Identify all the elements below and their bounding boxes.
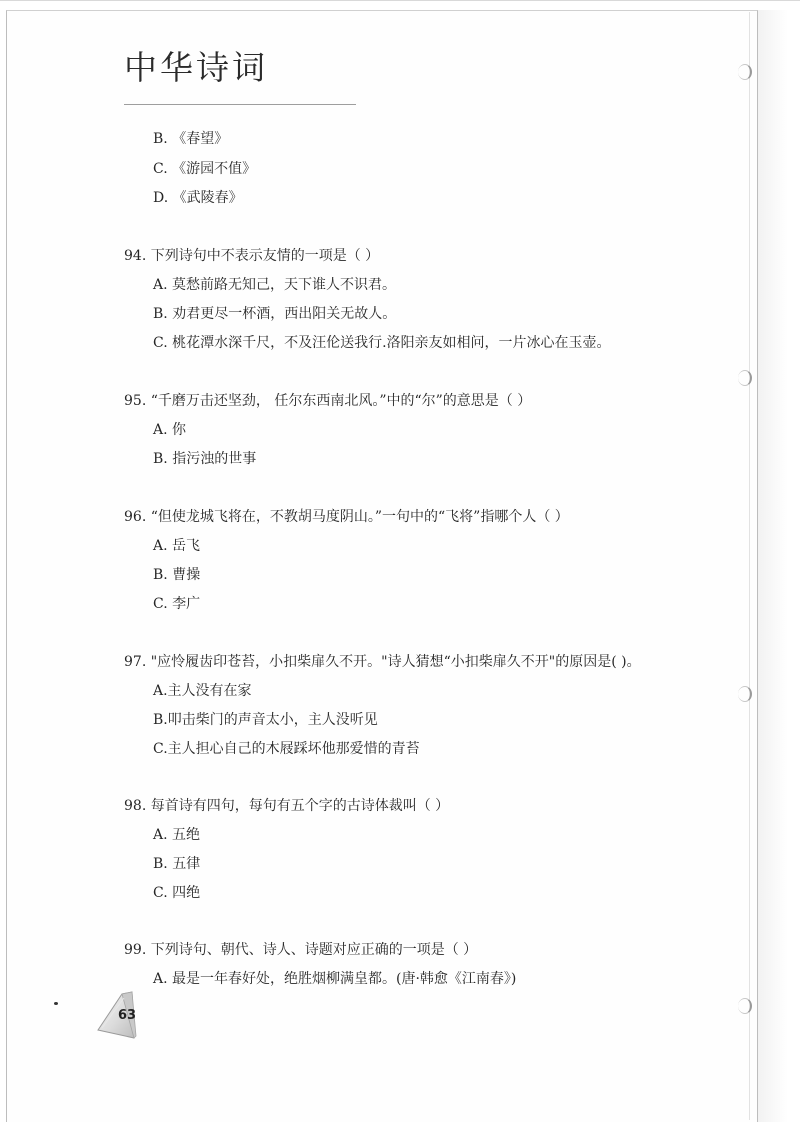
page-edge-shadow bbox=[758, 10, 788, 1122]
q94-option-b: B. 劝君更尽一杯酒，西出阳关无故人。 bbox=[153, 306, 397, 322]
binder-ring-hole bbox=[738, 686, 752, 702]
q94-option-a: A. 莫愁前路无知己，天下谁人不识君。 bbox=[153, 277, 397, 293]
question-98: 98. 每首诗有四句，每句有五个字的古诗体裁叫（ ） bbox=[124, 798, 450, 814]
q97-option-a: A.主人没有在家 bbox=[153, 683, 252, 699]
q95-option-a: A. 你 bbox=[153, 422, 187, 438]
binder-ring-hole bbox=[738, 370, 752, 386]
header-divider bbox=[124, 104, 356, 105]
option-d-wulingchun: D. 《武陵春》 bbox=[153, 190, 243, 206]
q96-option-a: A. 岳飞 bbox=[153, 538, 201, 554]
q99-option-a: A. 最是一年春好处，绝胜烟柳满皇都。(唐·韩愈《江南春》) bbox=[153, 971, 517, 987]
q98-option-b: B. 五律 bbox=[153, 856, 201, 872]
question-96: 96. “但使龙城飞将在，不教胡马度阴山。”一句中的“飞将”指哪个人（ ） bbox=[124, 509, 569, 525]
question-99: 99. 下列诗句、朝代、诗人、诗题对应正确的一项是（ ） bbox=[124, 942, 478, 958]
q97-option-b: B.叩击柴门的声音太小，主人没听见 bbox=[153, 712, 378, 728]
option-b-chunwang: B. 《春望》 bbox=[153, 131, 229, 147]
q95-option-b: B. 指污浊的世事 bbox=[153, 451, 257, 467]
question-94: 94. 下列诗句中不表示友情的一项是（ ） bbox=[124, 248, 380, 264]
binder-ring-hole bbox=[738, 64, 752, 80]
q97-option-c: C.主人担心自己的木屐踩坏他那爱惜的青苔 bbox=[153, 741, 420, 757]
scan-speck bbox=[54, 1002, 58, 1005]
page-number: 63 bbox=[118, 1008, 137, 1023]
question-95: 95. “千磨万击还坚劲， 任尔东西南北风。”中的“尔”的意思是（ ） bbox=[124, 393, 532, 409]
q96-option-c: C. 李广 bbox=[153, 596, 201, 612]
page-header-title: 中华诗词 bbox=[124, 48, 268, 87]
q98-option-a: A. 五绝 bbox=[153, 827, 201, 843]
q98-option-c: C. 四绝 bbox=[153, 885, 201, 901]
binding-edge bbox=[749, 12, 750, 1120]
binder-ring-hole bbox=[738, 998, 752, 1014]
q96-option-b: B. 曹操 bbox=[153, 567, 201, 583]
question-97: 97. "应怜履齿印苍苔，小扣柴扉久不开。"诗人猜想“小扣柴扉久不开"的原因是( )。 bbox=[124, 654, 641, 670]
q94-option-c: C. 桃花潭水深千尺，不及汪伦送我行.洛阳亲友如相问，一片冰心在玉壶。 bbox=[153, 335, 611, 351]
option-c-youyuanbuzhi: C. 《游园不值》 bbox=[153, 161, 257, 177]
